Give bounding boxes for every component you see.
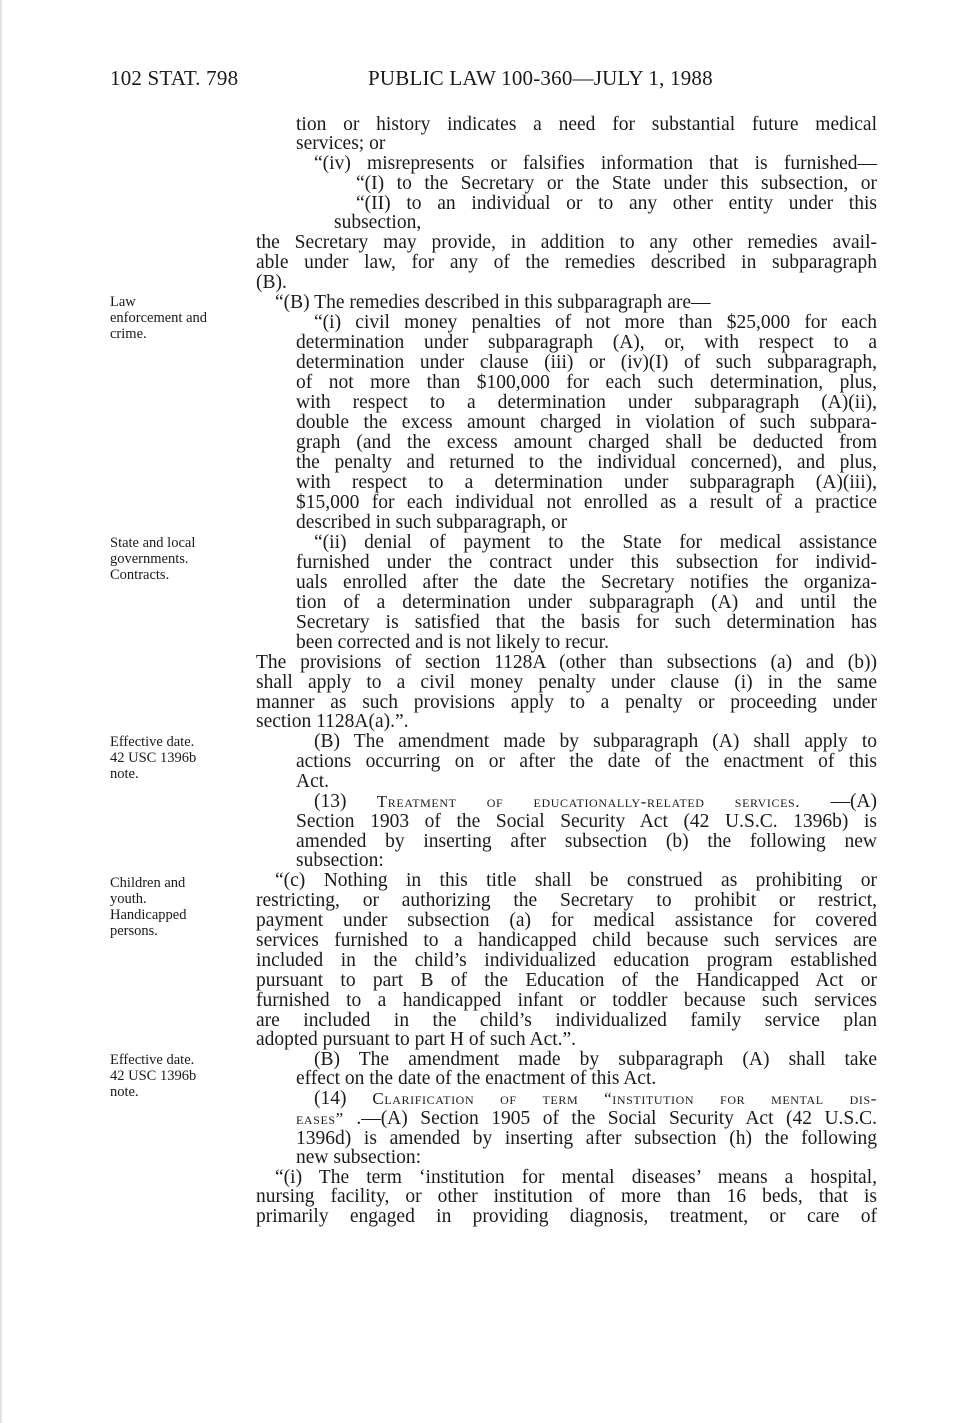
text-line [314,791,877,813]
text-line: subsection, [334,212,422,233]
text-segment: .—(A) Section 1905 of the Social Security Act (42 U.S.C. [356,1108,878,1129]
margin-note-line: note. [110,766,139,782]
text-line: determination under subparagraph (A), or, with respect to a [296,332,877,353]
margin-note-line: Effective date. [110,1052,195,1068]
text-line: “(i) The term ‘institution for mental diseases’ means a hospital, [275,1167,877,1188]
margin-note-line: 42 USC 1396b [110,1068,197,1084]
text-line: of not more than $100,000 for each such determination, plus, [296,372,877,393]
margin-note-line: Effective date. [110,734,195,750]
text-line: Act. [296,771,330,792]
text-line: “(II) to an individual or to any other entity under this [356,193,877,214]
text-line: primarily engaged in providing diagnosis, treatment, or care of [256,1206,877,1227]
margin-note-line: Contracts. [110,567,170,583]
text-line: Secretary is satisfied that the basis for such determination has [296,612,877,633]
text-line: subsection: [296,850,384,871]
text-line: (B) The amendment made by subparagraph (A) shall take [314,1049,877,1070]
text-line: uals enrolled after the date the Secretary notifies the organiza- [296,572,877,593]
text-segment: —(A) [830,791,878,812]
text-line: described in such subparagraph, or [296,512,568,533]
text-line: actions occurring on or after the date of the enactment of this [296,751,877,772]
margin-note-line: Law [110,294,136,310]
margin-note-line: governments. [110,551,189,567]
text-line: manner as such provisions apply to a penalty or proceeding under [256,692,877,713]
text-line: “(iv) misrepresents or falsifies information that is furnished— [314,153,877,174]
margin-note-line: State and local [110,535,196,551]
margin-note-line: enforcement and [110,310,208,326]
text-line: “(B) The remedies described in this subparagraph are— [275,292,711,313]
text-line: effect on the date of the enactment of this Act. [296,1068,657,1089]
text-line: services furnished to a handicapped child because such services are [256,930,877,951]
text-line: furnished under the contract under this subsection for individ- [296,552,877,573]
text-line: furnished to a handicapped infant or toddler because such services [256,990,877,1011]
text-segment: (14) [314,1088,373,1109]
margin-note-line: crime. [110,326,147,342]
margin-note-line: Handicapped [110,907,187,923]
margin-note-line: Children and [110,875,186,891]
text-line: shall apply to a civil money penalty under clause (i) in the same [256,672,877,693]
text-line: double the excess amount charged in violation of such subpara- [296,412,877,433]
page-title: PUBLIC LAW 100-360—JULY 1, 1988 [368,66,713,90]
text-line: the penalty and returned to the individual concerned), and plus, [296,452,877,473]
text-line: “(I) to the Secretary or the State under this subsection, or [356,173,877,194]
text-line: new subsection: [296,1147,422,1168]
text-line: amended by inserting after subsection (b) the following new [296,831,877,852]
text-line: (B). [256,272,287,293]
margin-note-line: persons. [110,923,158,939]
text-line: “(i) civil money penalties of not more than $25,000 for each [314,312,877,333]
text-line: 1396d) is amended by inserting after subsection (h) the following [296,1128,877,1149]
section-heading: Clarification of term “institution for mental dis- [372,1089,877,1108]
text-line: payment under subsection (a) for medical assistance for covered [256,910,877,931]
text-line: services; or [296,133,386,154]
stat-page-number: 102 STAT. 798 [110,66,239,90]
text-line [314,1088,877,1110]
text-line: The provisions of section 1128A (other than subsections (a) and (b)) [256,652,877,673]
text-line: graph (and the excess amount charged shall be deducted from [296,432,877,453]
text-line: restricting, or authorizing the Secretary to prohibit or restrict, [256,890,877,911]
text-line: determination under clause (iii) or (iv)(I) of such subparagraph, [296,352,877,373]
section-heading: Treatment of educationally-related services. [376,792,801,811]
text-line: Section 1903 of the Social Security Act (42 U.S.C. 1396b) is [296,811,877,832]
text-line: tion or history indicates a need for substantial future medical [296,114,877,135]
text-line: (B) The amendment made by subparagraph (A) shall apply to [314,731,877,752]
text-line: “(c) Nothing in this title shall be construed as prohibiting or [275,870,877,891]
page-edge [0,0,2,1423]
text-line: $15,000 for each individual not enrolled as a result of a practice [296,492,877,513]
text-line: tion of a determination under subparagraph (A) and until the [296,592,877,613]
text-line: included in the child’s individualized education program established [256,950,877,971]
text-line [296,1108,877,1130]
text-line: with respect to a determination under subparagraph (A)(ii), [296,392,877,413]
margin-note-line: youth. [110,891,147,907]
text-line: been corrected and is not likely to recur. [296,632,609,653]
text-line: nursing facility, or other institution of more than 16 beds, that is [256,1186,877,1207]
text-line: are included in the child’s individualized family service plan [256,1010,877,1031]
text-line: able under law, for any of the remedies described in subparagraph [256,252,877,273]
text-line: “(ii) denial of payment to the State for medical assistance [314,532,877,553]
margin-note-line: note. [110,1084,139,1100]
text-line: pursuant to part B of the Education of the Handicapped Act or [256,970,877,991]
text-line: the Secretary may provide, in addition to any other remedies avail- [256,232,877,253]
text-line: section 1128A(a).”. [256,711,409,732]
section-heading: eases” [296,1109,344,1128]
margin-note-line: 42 USC 1396b [110,750,197,766]
text-segment: (13) [314,791,377,812]
text-line: with respect to a determination under subparagraph (A)(iii), [296,472,877,493]
text-line: adopted pursuant to part H of such Act.”. [256,1029,577,1050]
